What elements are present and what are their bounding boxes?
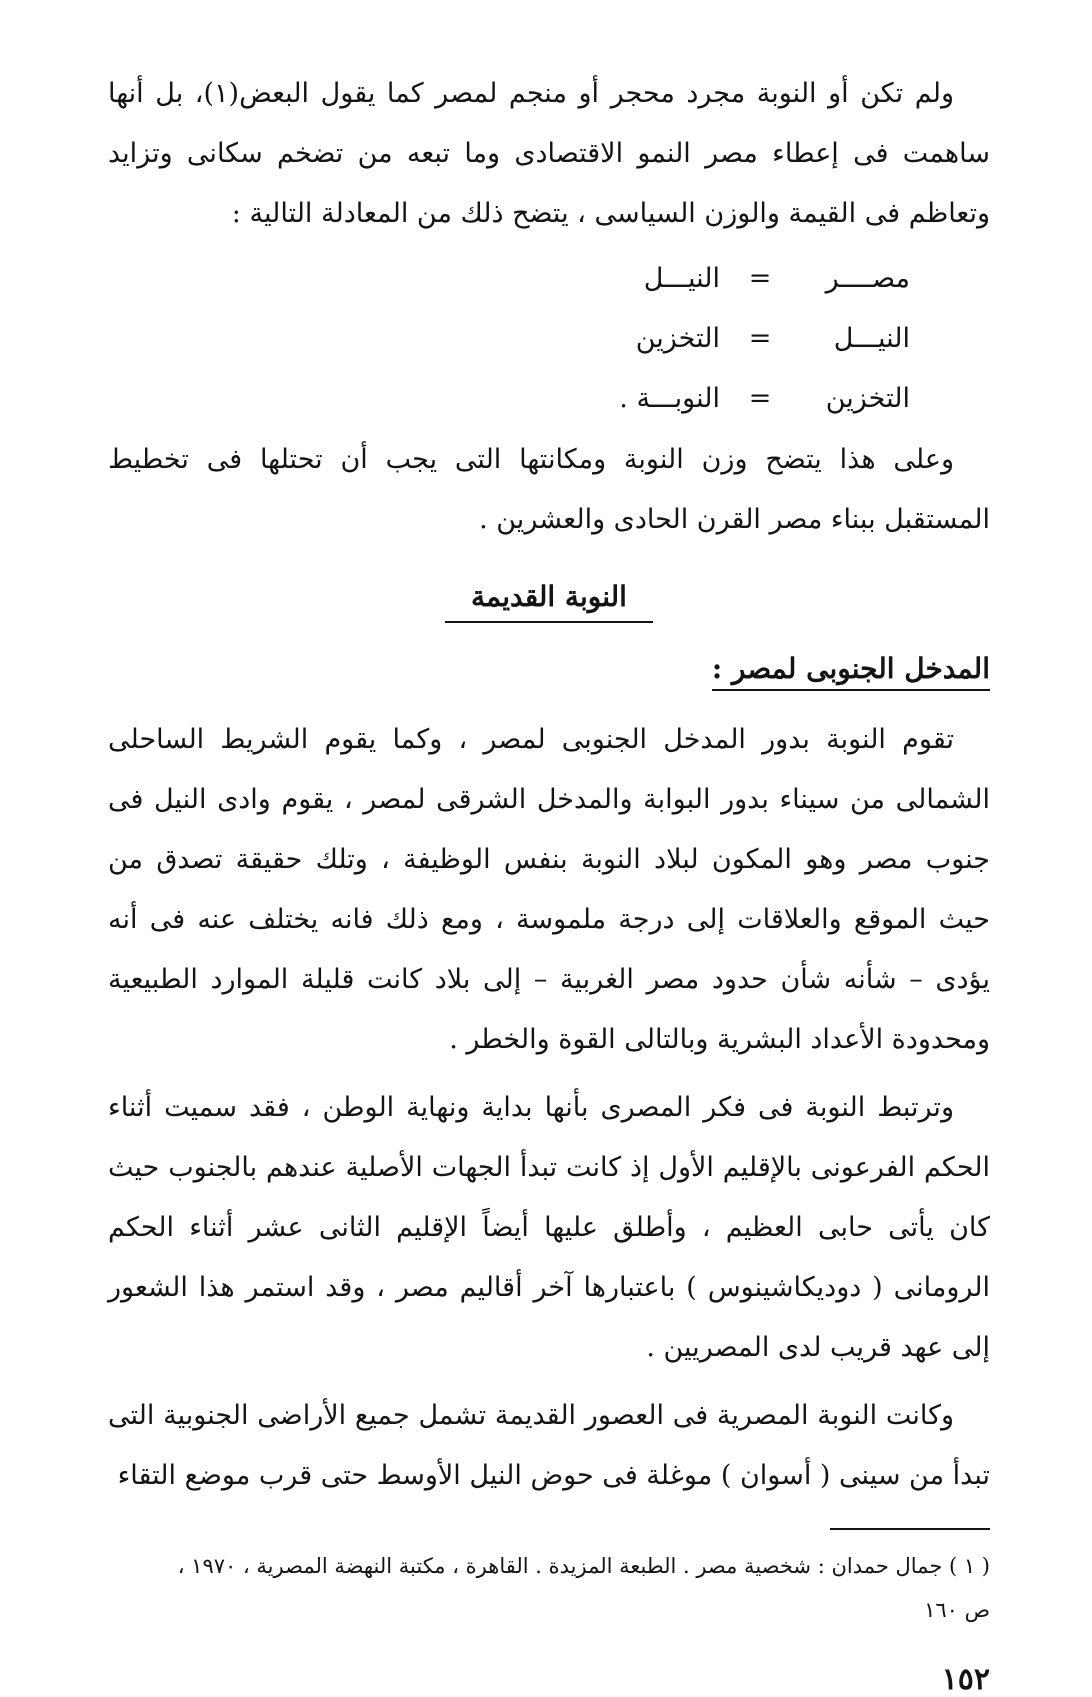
footnote-page-ref: ص ١٦٠ [924, 1598, 990, 1622]
subsection-heading-text: المدخل الجنوبى لمصر : [712, 652, 990, 691]
paragraph-nubia-in-egyptian-thought: وترتبط النوبة فى فكر المصرى بأنها بداية ونهاية الوطن ، فقد سميت أثناء الحكم الفرعونى بالإقليم الأول إذ كانت تبدأ الجهات الأصلية عندهم بالجنوب حيث كان يأتى حابى العظيم ، وأطلق عليها أيضاً الإقليم الثانى عشر أثناء الحكم الرومانى ( دوديكاشينوس ) باعتبارها آخر أقاليم مصر ، وقد استمر هذا الشعور إلى عهد قريب لدى المصريين . [108, 1092, 990, 1363]
equation-row [610, 308, 910, 368]
equation-block [610, 248, 910, 428]
footnote-citation: ( ١ ) جمال حمدان : شخصية مصر . الطبعة المزيدة . القاهرة ، مكتبة النهضة المصرية ، ١٩٧٠ ، [177, 1554, 990, 1578]
equation-left-term: مصــــر [825, 262, 910, 294]
equation-row [610, 248, 910, 308]
equals-sign: = [748, 382, 772, 414]
footnote-divider [830, 1528, 990, 1530]
equals-sign: = [748, 262, 772, 294]
equation-right-term: التخزين [635, 322, 720, 354]
equation-left-term: التخزين [825, 382, 910, 414]
section-heading [108, 580, 990, 628]
paragraph-southern-entrance: تقوم النوبة بدور المدخل الجنوبى لمصر ، وكما يقوم الشريط الساحلى الشمالى من سيناء بدور البوابة والمدخل الشرقى لمصر ، يقوم وادى النيل فى جنوب مصر وهو المكون لبلاد النوبة بنفس الوظيفة ، وتلك حقيقة تصدق من حيث الموقع والعلاقات إلى درجة ملموسة ، ومع ذلك فانه يختلف عنه فى أنه يؤدى – شأنه شأن حدود مصر الغربية – إلى بلاد كانت قليلة الموارد الطبيعية ومحدودة الأعداد البشرية وبالتالى القوة والخطر . [108, 724, 990, 1055]
equation-left-term: النيـــل [833, 322, 910, 354]
subsection-heading [108, 652, 990, 704]
paragraph-intro: ولم تكن أو النوبة مجرد محجر أو منجم لمصر كما يقول البعض(١)، بل أنها ساهمت فى إعطاء مصر النمو الاقتصادى وما تبعه من تضخم سكانى وتزايد وتعاظم فى القيمة والوزن السياسى ، يتضح ذلك من المعادلة التالية : [108, 78, 990, 229]
book-page [108, 64, 990, 1697]
paragraph-conclusion: وعلى هذا يتضح وزن النوبة ومكانتها التى يجب أن تحتلها فى تخطيط المستقبل ببناء مصر القرن الحادى والعشرين . [108, 444, 990, 535]
equation-row [610, 368, 910, 428]
equals-sign: = [748, 322, 772, 354]
page-number: ١٥٢ [941, 1662, 990, 1697]
section-heading-text: النوبة القديمة [445, 580, 653, 623]
equation-right-term: النوبـــة . [619, 382, 720, 414]
paragraph-ancient-nubia: وكانت النوبة المصرية فى العصور القديمة تشمل جميع الأراضى الجنوبية التى تبدأ من سينى ( أسوان ) موغلة فى حوض النيل الأوسط حتى قرب موضع التقاء [108, 1400, 990, 1491]
equation-right-term: النيـــل [643, 262, 720, 294]
